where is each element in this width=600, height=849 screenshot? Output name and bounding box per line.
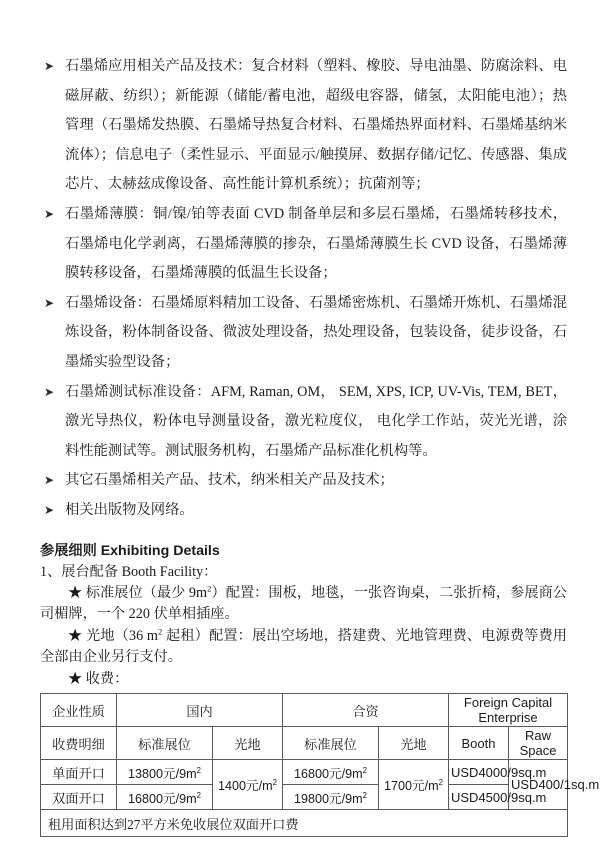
list-item-text: 石墨烯薄膜：铜/镍/铂等表面 CVD 制备单层和多层石墨烯，石墨烯转移技术，石墨烯电化学剥离，石墨烯薄膜的掺杂，石墨烯薄膜生长 CVD 设备，石墨烯薄膜转移设备，石墨烯薄膜的低温生长设备； xyxy=(65,205,567,282)
cell-foreign-booth-single: USD4000/9sq.m xyxy=(449,760,509,785)
list-item xyxy=(40,496,567,526)
arrow-bullet-icon: ➤ xyxy=(44,502,55,517)
raw-space-text: ★ 光地（36 $m^2$ 起租）配置：展出空场地，搭建费、光地管理费、电源费等费用全部由企业另行支付。 xyxy=(40,625,567,665)
page-title: 参展细则 Exhibiting Details xyxy=(40,542,220,559)
cell-jv-booth-single: 16800元$/9m^2$ xyxy=(283,760,379,785)
booth-facility-item: 1、展台配备 Booth Facility： xyxy=(40,563,218,580)
standard-booth-text: ★ 标准展位（最少 $9m^2$）配置：围板，地毯，一张咨询桌，二张折椅，参展商公司楣牌，一个 220 伏单相插座。 xyxy=(40,582,567,622)
cell-domestic-booth-single: 13800元$/9m^2$ xyxy=(117,760,213,785)
table-header-jv-raw: 光地 xyxy=(379,727,449,760)
table-row xyxy=(41,760,568,785)
arrow-bullet-icon: ➤ xyxy=(44,295,55,310)
arrow-bullet-icon: ➤ xyxy=(44,206,55,221)
standard-booth-paragraph xyxy=(40,583,567,626)
row-label-double-open: 双面开口 xyxy=(41,785,117,810)
list-item xyxy=(40,200,567,289)
cell-jv-booth-double: 19800元$/9m^2$ xyxy=(283,785,379,810)
fee-label-text: ★ 收费： xyxy=(68,670,129,687)
cell-foreign-raw: USD400/1sq.m xyxy=(509,760,568,810)
table-row xyxy=(41,785,568,810)
table-row xyxy=(41,810,568,837)
row-label-single-open: 单面开口 xyxy=(41,760,117,785)
list-item-text: 石墨烯应用相关产品及技术：复合材料（塑料、橡胶、导电油墨、防腐涂料、电磁屏蔽、纺织）；新能源（储能/蓄电池，超级电容器，储氢，太阳能电池）；热管理（石墨烯发热膜、石墨烯导热复合材料、石墨烯热界面材料、石墨烯基纳米流体）；信息电子（柔性显示、平面显示/触摸屏、数据存储/记忆、传感器、集成芯片、太赫兹成像设备、高性能计算机系统）；抗菌剂等； xyxy=(65,58,567,193)
arrow-bullet-icon: ➤ xyxy=(44,59,55,73)
list-item xyxy=(40,378,567,467)
table-header-fee-detail: 收费明细 xyxy=(41,727,117,760)
cell-foreign-booth-double: USD4500/9sq.m xyxy=(449,785,509,810)
table-header-jv-booth: 标准展位 xyxy=(283,727,379,760)
scope-bullet-list xyxy=(40,52,567,526)
table-header-domestic-raw: 光地 xyxy=(213,727,283,760)
list-item-text: 相关出版物及网络。 xyxy=(65,501,194,518)
list-item-text: 石墨烯设备：石墨烯原料精加工设备、石墨烯密炼机、石墨烯开炼机、石墨烯混炼设备，粉体制备设备、微波处理设备，热处理设备，包装设备，徒步设备，石墨烯实验型设备； xyxy=(65,294,567,370)
table-header-enterprise-nature: 企业性质 xyxy=(41,694,117,727)
table-header-domestic: 国内 xyxy=(117,694,283,727)
list-item xyxy=(40,52,567,200)
fee-label-paragraph xyxy=(40,669,567,691)
arrow-bullet-icon: ➤ xyxy=(44,384,55,399)
table-header-domestic-booth: 标准展位 xyxy=(117,727,213,760)
cell-domestic-raw: 1400元$/m^2$ xyxy=(213,760,283,810)
cell-jv-raw: 1700元$/m^2$ xyxy=(379,760,449,810)
table-header-foreign-booth: Booth xyxy=(449,727,509,760)
raw-space-paragraph xyxy=(40,626,567,669)
table-row xyxy=(41,727,568,760)
table-header-foreign-raw: Raw Space xyxy=(509,727,568,760)
table-footnote: 租用面积达到27平方米免收展位双面开口费 xyxy=(41,810,568,837)
list-item xyxy=(40,466,567,496)
table-header-joint-venture: 合资 xyxy=(283,694,449,727)
arrow-bullet-icon: ➤ xyxy=(44,473,55,488)
list-item-text: 其它石墨烯相关产品、技术，纳米相关产品及技术； xyxy=(65,472,394,489)
table-header-foreign: Foreign Capital Enterprise xyxy=(449,694,568,727)
list-item-text: 石墨烯测试标准设备：AFM, Raman, OM， SEM, XPS, ICP, UV-Vis, TEM, BET， 激光导热仪，粉体电导测量设备，激光粒度仪， 电化学工作站，荧光光谱，涂料性能测试等。测试服务机构，石墨烯产品标准化机构等。 xyxy=(65,383,567,459)
list-item xyxy=(40,289,567,378)
fee-table xyxy=(40,693,600,837)
table-row xyxy=(41,694,568,727)
cell-domestic-booth-double: 16800元$/9m^2$ xyxy=(117,785,213,810)
